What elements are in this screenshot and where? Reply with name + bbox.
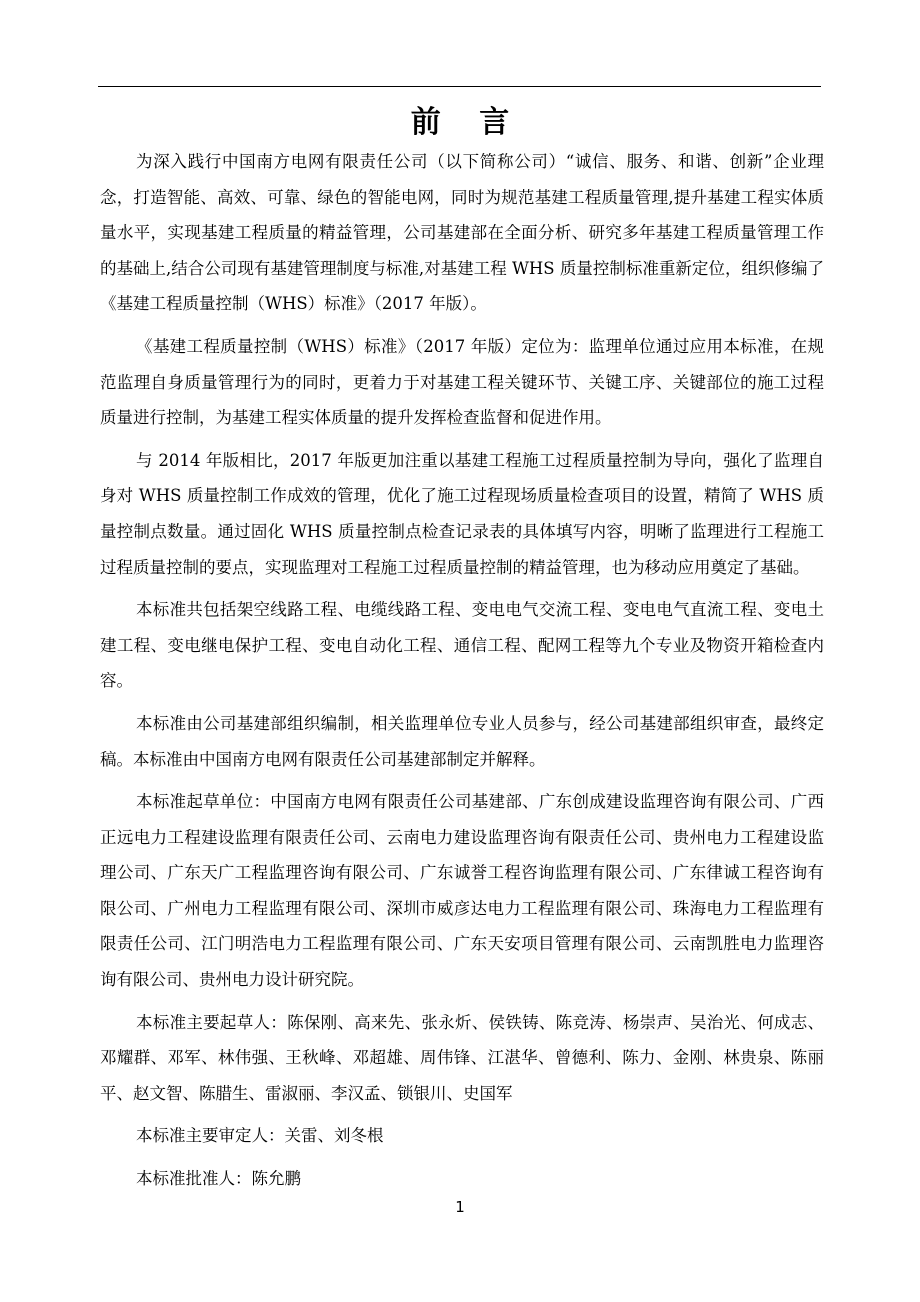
paragraph-positioning: 《基建工程质量控制（WHS）标准》（2017 年版）定位为：监理单位通过应用本标准，在规范监理自身质量管理行为的同时，更着力于对基建工程关键环节、关键工序、关键部位的施工过程质量进行控制，为基建工程实体质量的提升发挥检查监督和促进作用。 [100,336,824,428]
paragraph-drafting-units: 本标准起草单位：中国南方电网有限责任公司基建部、广东创成建设监理咨询有限公司、广西正远电力工程建设监理有限责任公司、云南电力建设监理咨询有限责任公司、贵州电力工程建设监理公司、广东天广工程监理咨询有限公司、广东诚誉工程咨询监理有限公司、广东律诚工程咨询有限公司、广州电力工程监理有限公司、深圳市威彦达电力工程监理有限公司、珠海电力工程监理有限责任公司、江门明浩电力工程监理有限公司、广东天安项目管理有限公司、云南凯胜电力监理咨询有限公司、贵州电力设计研究院。 [100,792,824,990]
paragraph-approver: 本标准批准人：陈允鹏 [136,1169,301,1189]
paragraph-comparison: 与 2014 年版相比，2017 年版更加注重以基建工程施工过程质量控制为导向，强化了监理自身对 WHS 质量控制工作成效的管理，优化了施工过程现场质量检查项目的设置，精简了 WHS 质量控制点数量。通过固化 WHS 质量控制点检查记录表的具体填写内容，明晰了监理进行工程施工过程质量控制的要点，实现监理对工程施工过程质量控制的精益管理，也为移动应用奠定了基础。 [100,450,824,577]
paragraph-compilation: 本标准由公司基建部组织编制，相关监理单位专业人员参与，经公司基建部组织审查，最终定稿。本标准由中国南方电网有限责任公司基建部制定并解释。 [100,713,824,769]
page-title: 前 言 [410,105,524,140]
paragraph-drafters: 本标准主要起草人：陈保刚、高来先、张永炘、侯铁铸、陈竞涛、杨崇声、吴治光、何成志、邓耀群、邓军、林伟强、王秋峰、邓超雄、周伟锋、江湛华、曾德利、陈力、金刚、林贵泉、陈丽平、赵文智、陈腊生、雷淑丽、李汉孟、锁银川、史国军 [100,1012,824,1103]
preface-body [100,144,824,1204]
header-rule [98,86,821,87]
paragraph-purpose: 为深入践行中国南方电网有限责任公司（以下简称公司）“诚信、服务、和谐、创新”企业理念，打造智能、高效、可靠、绿色的智能电网，同时为规范基建工程质量管理,提升基建工程实体质量水平，实现基建工程质量的精益管理，公司基建部在全面分析、研究多年基建工程质量管理工作的基础上,结合公司现有基建管理制度与标准,对基建工程 WHS 质量控制标准重新定位，组织修编了《基建工程质量控制（WHS）标准》（2017 年版）。 [100,152,824,314]
page-number: 1 [455,1198,465,1216]
paragraph-scope: 本标准共包括架空线路工程、电缆线路工程、变电电气交流工程、变电电气直流工程、变电土建工程、变电继电保护工程、变电自动化工程、通信工程、配网工程等九个专业及物资开箱检查内容。 [100,600,824,691]
paragraph-reviewers: 本标准主要审定人：关雷、刘冬根 [136,1126,384,1146]
